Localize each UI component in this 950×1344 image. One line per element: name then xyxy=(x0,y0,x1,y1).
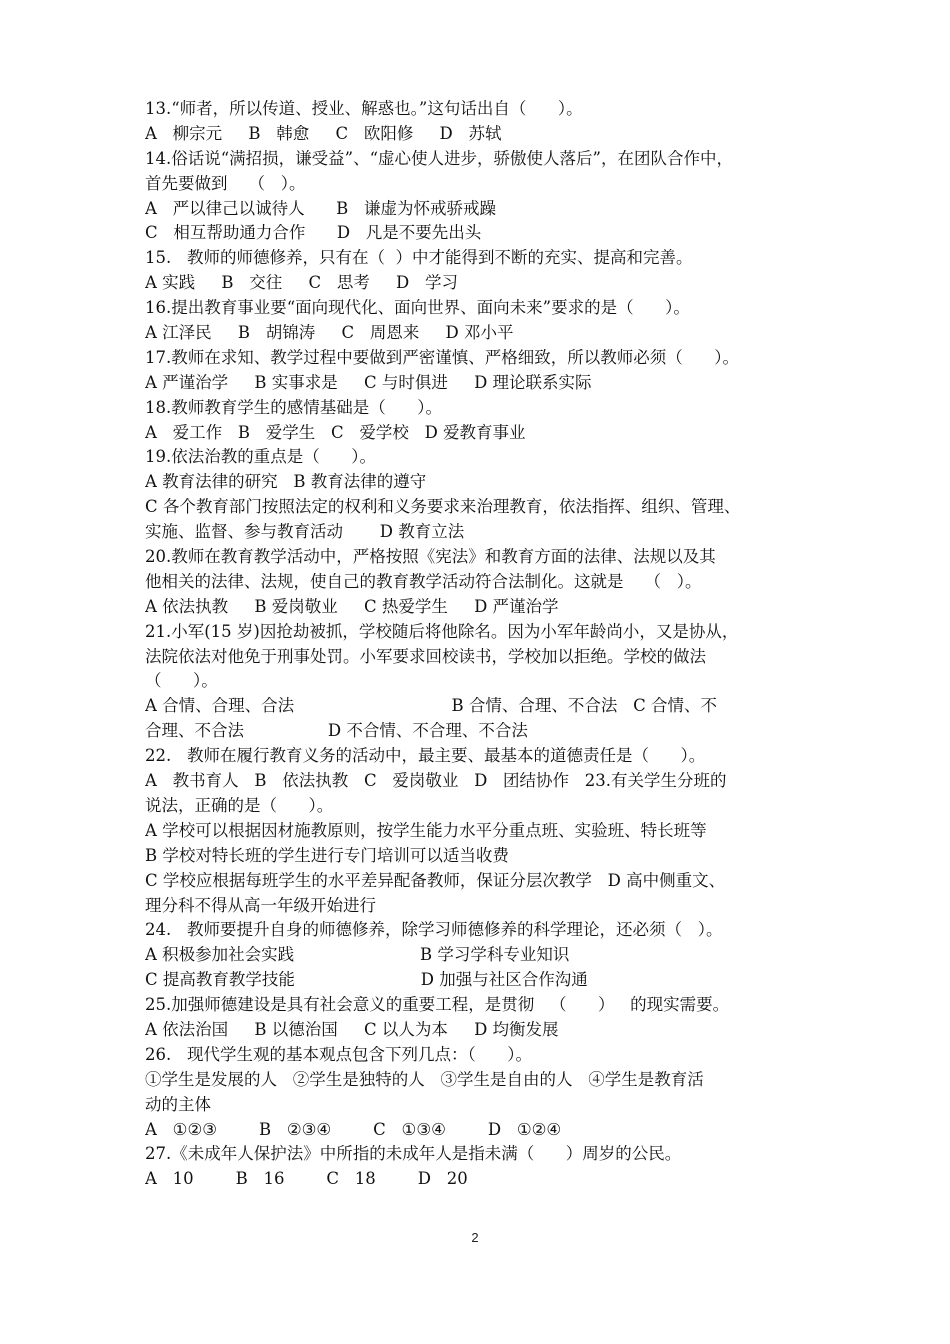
text-line: A 严谨治学 B 实事求是 C 与时俱进 D 理论联系实际 xyxy=(145,372,592,392)
text-line: 18.教师教育学生的感情基础是（ ）。 xyxy=(145,397,442,417)
text-line: A 积极参加社会实践 B 学习学科专业知识 xyxy=(145,945,570,965)
text-line: A 教书育人 B 依法执教 C 爱岗敬业 D 团结协作 23.有关学生分班的 xyxy=(145,771,727,791)
text-line: 20.教师在教育教学活动中，严格按照《宪法》和教育方面的法律、法规以及其 xyxy=(145,547,716,567)
text-line: 实施、监督、参与教育活动 D 教育立法 xyxy=(145,522,465,542)
page-number: 2 xyxy=(471,1230,479,1245)
text-line: 合理、不合法 D 不合情、不合理、不合法 xyxy=(145,721,528,741)
text-line: 说法，正确的是（ ）。 xyxy=(145,795,334,815)
text-line: C 学校应根据每班学生的水平差异配备教师，保证分层次教学 D 高中侧重文、 xyxy=(145,870,726,890)
text-line: （ ）。 xyxy=(145,671,218,691)
text-line: A ①②③ B ②③④ C ①③④ D ①②④ xyxy=(145,1119,562,1139)
text-line: A 依法执教 B 爱岗敬业 C 热爱学生 D 严谨治学 xyxy=(145,596,559,616)
text-line: 理分科不得从高一年级开始进行 xyxy=(145,895,376,915)
text-line: 17.教师在求知、教学过程中要做到严密谨慎、严格细致，所以教师必须（ ）。 xyxy=(145,347,739,367)
text-line: ①学生是发展的人 ②学生是独特的人 ③学生是自由的人 ④学生是教育活 xyxy=(145,1069,704,1089)
text-line: A 爱工作 B 爱学生 C 爱学校 D 爱教育事业 xyxy=(145,422,526,442)
text-line: A 合情、合理、合法 B 合情、合理、不合法 C 合情、不 xyxy=(145,696,717,716)
text-line: C 各个教育部门按照法定的权利和义务要求来治理教育，依法指挥、组织、管理、 xyxy=(145,497,741,517)
text-line: 24. 教师要提升自身的师德修养，除学习师德修养的科学理论，还必须（ ）。 xyxy=(145,920,723,940)
text-line: 16.提出教育事业要“面向现代化、面向世界、面向未来”要求的是（ ）。 xyxy=(145,298,690,318)
text-line: 他相关的法律、法规，使自己的教育教学活动符合法制化。这就是 （ ）。 xyxy=(145,571,702,591)
text-line: A 实践 B 交往 C 思考 D 学习 xyxy=(145,273,459,293)
text-line: 15. 教师的师德修养，只有在（ ）中才能得到不断的充实、提高和完善。 xyxy=(145,248,693,268)
page-body xyxy=(145,97,810,1192)
text-line: 动的主体 xyxy=(145,1094,211,1114)
text-line: A 严以律己以诚待人 B 谦虚为怀戒骄戒躁 xyxy=(145,198,496,218)
text-line: 27.《未成年人保护法》中所指的未成年人是指未满（ ）周岁的公民。 xyxy=(145,1144,682,1164)
text-line: 25.加强师德建设是具有社会意义的重要工程，是贯彻 （ ） 的现实需要。 xyxy=(145,995,730,1015)
text-line: A 依法治国 B 以德治国 C 以人为本 D 均衡发展 xyxy=(145,1019,559,1039)
text-line: C 提高教育教学技能 D 加强与社区合作沟通 xyxy=(145,970,588,990)
text-line: A 10 B 16 C 18 D 20 xyxy=(145,1169,468,1189)
text-line: B 学校对特长班的学生进行专门培训可以适当收费 xyxy=(145,845,509,865)
text-line: 26. 现代学生观的基本观点包含下列几点：（ ）。 xyxy=(145,1044,532,1064)
text-line: 法院依法对他免于刑事处罚。小军要求回校读书，学校加以拒绝。学校的做法 xyxy=(145,646,706,666)
text-line: 22. 教师在履行教育义务的活动中，最主要、最基本的道德责任是（ ）。 xyxy=(145,746,706,766)
text-line: 19.依法治教的重点是（ ）。 xyxy=(145,447,376,467)
text-line: 13.“师者，所以传道、授业、解惑也。”这句话出自（ ）。 xyxy=(145,99,583,118)
text-line: A 江泽民 B 胡锦涛 C 周恩来 D 邓小平 xyxy=(145,323,514,343)
text-line: 14.俗话说“满招损，谦受益”、“虚心使人进步，骄傲使人落后”，在团队合作中， xyxy=(145,148,733,168)
text-line: C 相互帮助通力合作 D 凡是不要先出头 xyxy=(145,223,482,243)
text-line: 21.小军(15 岁)因抢劫被抓，学校随后将他除名。因为小军年龄尚小，又是协从， xyxy=(145,621,739,641)
text-line: 首先要做到 （ ）。 xyxy=(145,173,306,193)
text-line: A 柳宗元 B 韩愈 C 欧阳修 D 苏轼 xyxy=(145,123,502,143)
text-line: A 学校可以根据因材施教原则，按学生能力水平分重点班、实验班、特长班等 xyxy=(145,820,707,840)
text-line: A 教育法律的研究 B 教育法律的遵守 xyxy=(145,472,427,492)
